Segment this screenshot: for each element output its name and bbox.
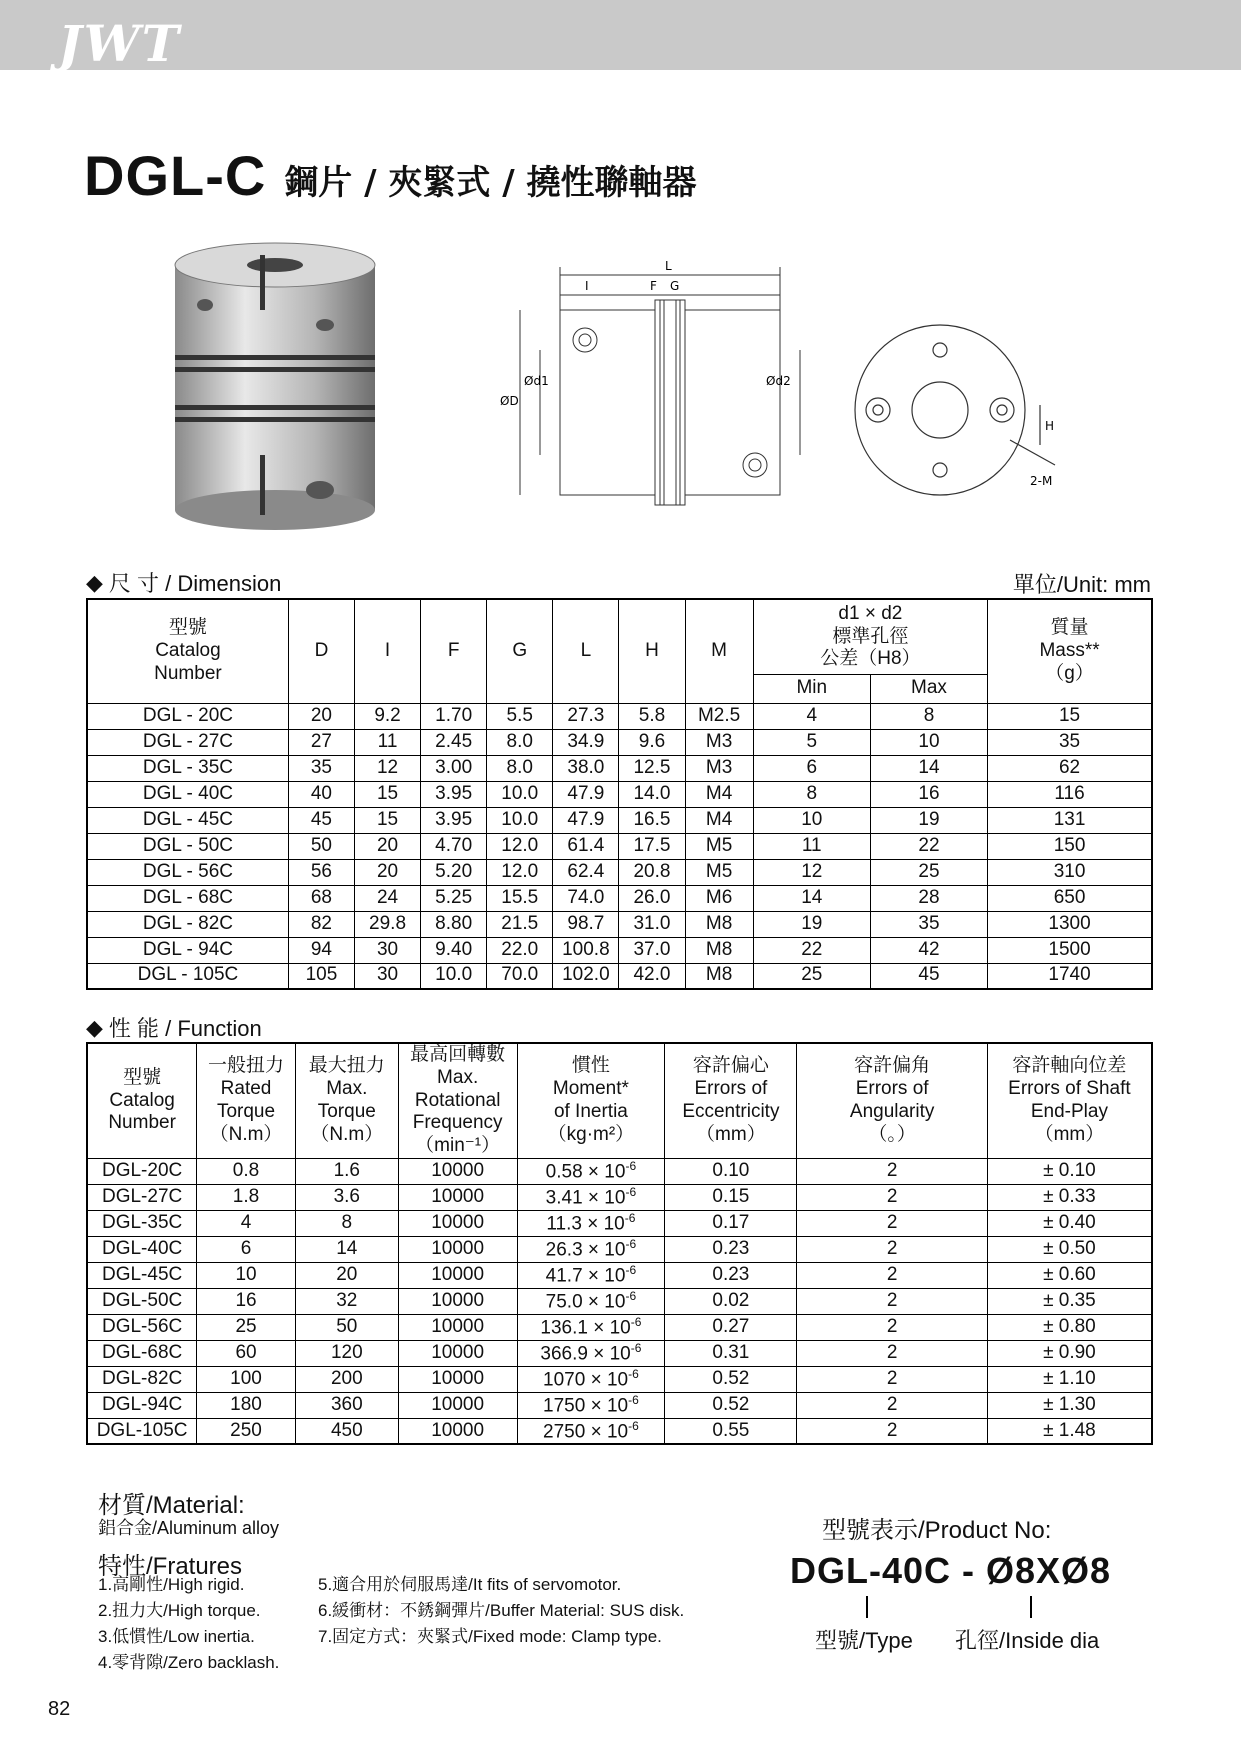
table-cell: 16.5 [619,807,685,833]
table-cell: 98.7 [553,911,619,937]
table-cell: M3 [685,729,753,755]
table-cell: 10.0 [487,807,553,833]
table-cell: 10000 [398,1288,517,1314]
table-cell: 1.6 [295,1158,398,1184]
table-cell: 2 [797,1366,987,1392]
table-cell: ± 0.10 [987,1158,1152,1184]
table-cell: 10 [870,729,987,755]
table-cell: 12 [354,755,420,781]
table-row [87,1262,1152,1288]
function-header-cell: 最大扭力 Max. Torque （N.m） [295,1043,398,1158]
table-row [87,703,1152,729]
table-cell: 180 [197,1392,296,1418]
table-cell: ± 0.60 [987,1262,1152,1288]
col-I: I [354,599,420,703]
table-cell: 16 [197,1288,296,1314]
table-cell: $11.3 \times 10^{-6}$ [517,1210,665,1236]
table-cell: 0.15 [665,1184,797,1210]
table-row [87,937,1152,963]
table-cell: 0.17 [665,1210,797,1236]
table-cell: DGL-105C [87,1418,197,1444]
table-cell: 26.0 [619,885,685,911]
table-cell: 4 [753,703,870,729]
table-cell: 10000 [398,1210,517,1236]
table-cell: 10000 [398,1392,517,1418]
table-cell: DGL - 45C [87,807,288,833]
table-cell: 15 [988,703,1152,729]
table-cell: 74.0 [553,885,619,911]
table-cell: 10000 [398,1262,517,1288]
table-cell: 131 [988,807,1152,833]
table-cell: 8 [870,703,987,729]
table-cell: 28 [870,885,987,911]
table-cell: 10 [197,1262,296,1288]
title-description: 鋼片 / 夾緊式 / 撓性聯軸器 [284,162,697,203]
table-cell: 2 [797,1314,987,1340]
unit-label: 單位/Unit: mm [1012,572,1151,597]
table-cell: 100.8 [553,937,619,963]
table-row [87,1184,1152,1210]
table-cell: DGL-68C [87,1340,197,1366]
table-cell: DGL-94C [87,1392,197,1418]
table-cell: 0.27 [665,1314,797,1340]
table-cell: DGL-50C [87,1288,197,1314]
table-cell: 22 [753,937,870,963]
col-F: F [421,599,487,703]
feature-item: 3.低慣性/Low inertia. [98,1627,255,1646]
features-title: 特性/Fratures [98,1553,243,1580]
table-cell: 14 [870,755,987,781]
table-cell: DGL-35C [87,1210,197,1236]
table-row [87,1210,1152,1236]
table-cell: M4 [685,807,753,833]
coupling-photo [160,235,390,535]
table-row [87,911,1152,937]
table-row [87,729,1152,755]
table-cell: $1750 \times 10^{-6}$ [517,1392,665,1418]
product-type-label: 型號/Type [815,1628,913,1653]
table-row [87,781,1152,807]
table-cell: 10000 [398,1158,517,1184]
table-cell: 0.8 [197,1158,296,1184]
product-no-label: 型號表示/Product No: [822,1517,1052,1544]
table-cell: 11 [753,833,870,859]
feature-item: 6.緩衝材：不銹鋼彈片/Buffer Material: SUS disk. [318,1601,685,1620]
table-cell: DGL - 35C [87,755,288,781]
table-cell: 30 [354,937,420,963]
function-header-cell: 型號 Catalog Number [87,1043,197,1158]
table-row [87,1158,1152,1184]
table-cell: 14.0 [619,781,685,807]
table-cell: $3.41 \times 10^{-6}$ [517,1184,665,1210]
table-cell: 8.0 [487,729,553,755]
table-cell: DGL - 20C [87,703,288,729]
table-cell: M8 [685,963,753,989]
table-row [87,885,1152,911]
table-cell: 20 [288,703,354,729]
label-d2: Ød2 [766,374,791,388]
table-cell: $2750 \times 10^{-6}$ [517,1418,665,1444]
table-cell: 5.5 [487,703,553,729]
table-cell: 47.9 [553,781,619,807]
table-row [87,833,1152,859]
label-F: F [650,279,657,293]
table-cell: 10 [753,807,870,833]
function-header-cell: 慣性 Moment* of Inertia （kg·m²） [517,1043,665,1158]
table-cell: M5 [685,833,753,859]
table-cell: ± 0.33 [987,1184,1152,1210]
table-cell: 5.8 [619,703,685,729]
feature-item: 1.高剛性/High rigid. [98,1575,245,1594]
table-cell: 1740 [988,963,1152,989]
table-cell: 30 [354,963,420,989]
brand-logo: JWT [58,14,182,73]
table-row [87,755,1152,781]
table-cell: 5.25 [421,885,487,911]
table-cell: 0.10 [665,1158,797,1184]
table-row [87,1418,1152,1444]
table-cell: ± 1.48 [987,1418,1152,1444]
table-cell: 21.5 [487,911,553,937]
table-cell: 19 [753,911,870,937]
function-heading: ◆ 性 能 / Function [86,1014,262,1041]
table-cell: 14 [295,1236,398,1262]
header-bar [0,0,1241,73]
table-cell: 360 [295,1392,398,1418]
table-cell: M3 [685,755,753,781]
table-cell: 20 [354,833,420,859]
table-cell: 11 [354,729,420,755]
function-header-cell: 一般扭力 Rated Torque （N.m） [197,1043,296,1158]
col-M: M [685,599,753,703]
table-cell: 2 [797,1418,987,1444]
table-cell: DGL - 56C [87,859,288,885]
table-cell: 31.0 [619,911,685,937]
table-cell: 0.23 [665,1236,797,1262]
table-cell: 40 [288,781,354,807]
table-cell: 105 [288,963,354,989]
table-cell: 42.0 [619,963,685,989]
table-row [87,1392,1152,1418]
label-M: 2-M [1030,474,1053,488]
feature-item: 2.扭力大/High torque. [98,1601,261,1620]
table-cell: 0.31 [665,1340,797,1366]
table-cell: 8 [753,781,870,807]
table-cell: 9.40 [421,937,487,963]
table-cell: 2 [797,1340,987,1366]
function-header-cell: 容許軸向位差 Errors of Shaft End-Play （mm） [987,1043,1152,1158]
table-cell: 62.4 [553,859,619,885]
feature-item: 4.零背隙/Zero backlash. [98,1653,280,1672]
table-cell: M2.5 [685,703,753,729]
table-cell: DGL-20C [87,1158,197,1184]
table-cell: 22.0 [487,937,553,963]
table-cell: DGL - 94C [87,937,288,963]
table-cell: 1.70 [421,703,487,729]
col-G: G [487,599,553,703]
dimension-heading: ◆ 尺 寸 / Dimension [86,569,282,596]
table-cell: 17.5 [619,833,685,859]
table-cell: ± 0.90 [987,1340,1152,1366]
table-cell: 2 [797,1184,987,1210]
table-cell: 8 [295,1210,398,1236]
table-cell: 10.0 [487,781,553,807]
table-cell: 82 [288,911,354,937]
table-cell: 0.52 [665,1366,797,1392]
table-cell: 20.8 [619,859,685,885]
table-cell: 60 [197,1340,296,1366]
table-cell: 94 [288,937,354,963]
table-cell: M5 [685,859,753,885]
table-cell: 310 [988,859,1152,885]
material-title: 材質/Material: [98,1492,245,1519]
table-cell: 4.70 [421,833,487,859]
label-L: L [665,259,672,273]
table-cell: 200 [295,1366,398,1392]
table-cell: 47.9 [553,807,619,833]
table-cell: 12.5 [619,755,685,781]
table-cell: 10000 [398,1314,517,1340]
table-cell: 35 [288,755,354,781]
table-cell: $26.3 \times 10^{-6}$ [517,1236,665,1262]
col-max: Max [870,674,987,703]
table-cell: 14 [753,885,870,911]
table-cell: 450 [295,1418,398,1444]
feature-item: 5.適合用於伺服馬達/It fits of servomotor. [318,1575,622,1594]
feature-item: 7.固定方式：夾緊式/Fixed mode: Clamp type. [318,1627,662,1646]
table-cell: 9.2 [354,703,420,729]
table-cell: ± 0.35 [987,1288,1152,1314]
table-cell: 27 [288,729,354,755]
table-cell: $41.7 \times 10^{-6}$ [517,1262,665,1288]
table-cell: 100 [197,1366,296,1392]
catalog-header: 型號 Catalog Number [87,599,288,703]
table-cell: 25 [197,1314,296,1340]
table-cell: 6 [197,1236,296,1262]
table-row [87,1314,1152,1340]
table-cell: 56 [288,859,354,885]
table-cell: 10.0 [421,963,487,989]
table-cell: 2 [797,1262,987,1288]
label-d1: Ød1 [524,374,549,388]
table-cell: 0.23 [665,1262,797,1288]
table-row [87,1236,1152,1262]
table-cell: 5 [753,729,870,755]
table-row [87,1340,1152,1366]
table-cell: 250 [197,1418,296,1444]
label-D: ØD [500,394,519,408]
function-header-cell: 最高回轉數 Max. Rotational Frequency （min⁻¹） [398,1043,517,1158]
table-cell: 1300 [988,911,1152,937]
table-cell: 102.0 [553,963,619,989]
function-header-cell: 容許偏心 Errors of Eccentricity （mm） [665,1043,797,1158]
table-cell: 20 [295,1262,398,1288]
table-cell: 12 [753,859,870,885]
features-left [98,1572,279,1676]
label-I: I [585,279,589,293]
table-cell: 70.0 [487,963,553,989]
table-cell: DGL-56C [87,1314,197,1340]
table-cell: 2 [797,1210,987,1236]
table-cell: DGL - 105C [87,963,288,989]
table-cell: ± 1.10 [987,1366,1152,1392]
table-cell: 9.6 [619,729,685,755]
table-cell: M6 [685,885,753,911]
table-cell: 42 [870,937,987,963]
table-cell: $0.58 \times 10^{-6}$ [517,1158,665,1184]
table-cell: 25 [870,859,987,885]
side-view-drawing [480,255,810,515]
table-cell: 25 [753,963,870,989]
product-dia-label: 孔徑/Inside dia [955,1628,1100,1653]
material-value: 鋁合金/Aluminum alloy [98,1518,280,1538]
table-cell: 50 [295,1314,398,1340]
label-G: G [670,279,680,293]
table-cell: 116 [988,781,1152,807]
table-cell: 10000 [398,1236,517,1262]
table-cell: 15 [354,781,420,807]
table-cell: 2.45 [421,729,487,755]
table-cell: 2 [797,1392,987,1418]
table-cell: ± 0.80 [987,1314,1152,1340]
table-cell: M8 [685,937,753,963]
table-cell: 29.8 [354,911,420,937]
table-cell: ± 1.30 [987,1392,1152,1418]
product-no-example: DGL-40C - Ø8XØ8 [790,1550,1112,1591]
table-cell: 12.0 [487,833,553,859]
table-row [87,963,1152,989]
table-cell: 12.0 [487,859,553,885]
table-cell: 3.00 [421,755,487,781]
table-cell: 150 [988,833,1152,859]
table-cell: DGL-27C [87,1184,197,1210]
table-cell: 1500 [988,937,1152,963]
mass-header: 質量 Mass** （g） [988,599,1152,703]
table-row [87,859,1152,885]
table-cell: DGL-40C [87,1236,197,1262]
table-cell: DGL-82C [87,1366,197,1392]
label-H: H [1045,419,1055,433]
table-cell: 2 [797,1288,987,1314]
table-cell: 34.9 [553,729,619,755]
col-L: L [553,599,619,703]
table-row [87,1366,1152,1392]
table-cell: 22 [870,833,987,859]
table-cell: 3.6 [295,1184,398,1210]
table-cell: DGL-45C [87,1262,197,1288]
table-cell: 10000 [398,1366,517,1392]
col-H: H [619,599,685,703]
table-cell: 8.80 [421,911,487,937]
table-cell: DGL - 68C [87,885,288,911]
table-cell: 45 [288,807,354,833]
table-cell: $366.9 \times 10^{-6}$ [517,1340,665,1366]
table-cell: DGL - 50C [87,833,288,859]
table-cell: ± 0.50 [987,1236,1152,1262]
table-cell: M8 [685,911,753,937]
table-cell: DGL - 27C [87,729,288,755]
table-row [87,1288,1152,1314]
type-tick [866,1596,868,1618]
table-cell: 2 [797,1158,987,1184]
table-cell: 50 [288,833,354,859]
table-cell: 6 [753,755,870,781]
page-number: 82 [48,1698,71,1720]
table-cell: 0.02 [665,1288,797,1314]
table-cell: $1070 \times 10^{-6}$ [517,1366,665,1392]
dia-tick [1030,1596,1032,1618]
table-cell: 38.0 [553,755,619,781]
table-cell: 10000 [398,1184,517,1210]
table-cell: 120 [295,1340,398,1366]
dimension-table [86,598,1153,990]
table-cell: 8.0 [487,755,553,781]
table-cell: M4 [685,781,753,807]
table-cell: 62 [988,755,1152,781]
title-code: DGL-C [84,144,267,207]
table-cell: 4 [197,1210,296,1236]
table-cell: 27.3 [553,703,619,729]
function-header-row [87,1043,1152,1158]
col-D: D [288,599,354,703]
table-cell: $75.0 \times 10^{-6}$ [517,1288,665,1314]
table-cell: 15 [354,807,420,833]
table-cell: 15.5 [487,885,553,911]
table-cell: 35 [988,729,1152,755]
table-cell: 1.8 [197,1184,296,1210]
table-cell: 650 [988,885,1152,911]
table-cell: 24 [354,885,420,911]
table-cell: 2 [797,1236,987,1262]
bore-header: d1 × d2 標準孔徑 公差（H8） [753,599,987,674]
table-cell: ± 0.40 [987,1210,1152,1236]
table-cell: 16 [870,781,987,807]
table-cell: 20 [354,859,420,885]
table-cell: 35 [870,911,987,937]
table-cell: $136.1 \times 10^{-6}$ [517,1314,665,1340]
table-cell: 45 [870,963,987,989]
table-cell: 10000 [398,1340,517,1366]
table-cell: 3.95 [421,807,487,833]
function-table [86,1042,1153,1445]
table-cell: 10000 [398,1418,517,1444]
table-cell: DGL - 40C [87,781,288,807]
table-cell: 37.0 [619,937,685,963]
table-cell: DGL - 82C [87,911,288,937]
end-view-drawing [840,320,1080,520]
table-row [87,807,1152,833]
table-cell: 0.55 [665,1418,797,1444]
table-cell: 32 [295,1288,398,1314]
table-cell: 0.52 [665,1392,797,1418]
table-cell: 19 [870,807,987,833]
table-cell: 61.4 [553,833,619,859]
col-min: Min [753,674,870,703]
table-cell: 3.95 [421,781,487,807]
features-right [318,1572,684,1650]
table-cell: 5.20 [421,859,487,885]
function-header-cell: 容許偏角 Errors of Angularity （。） [797,1043,987,1158]
table-cell: 68 [288,885,354,911]
page-title [84,144,697,207]
